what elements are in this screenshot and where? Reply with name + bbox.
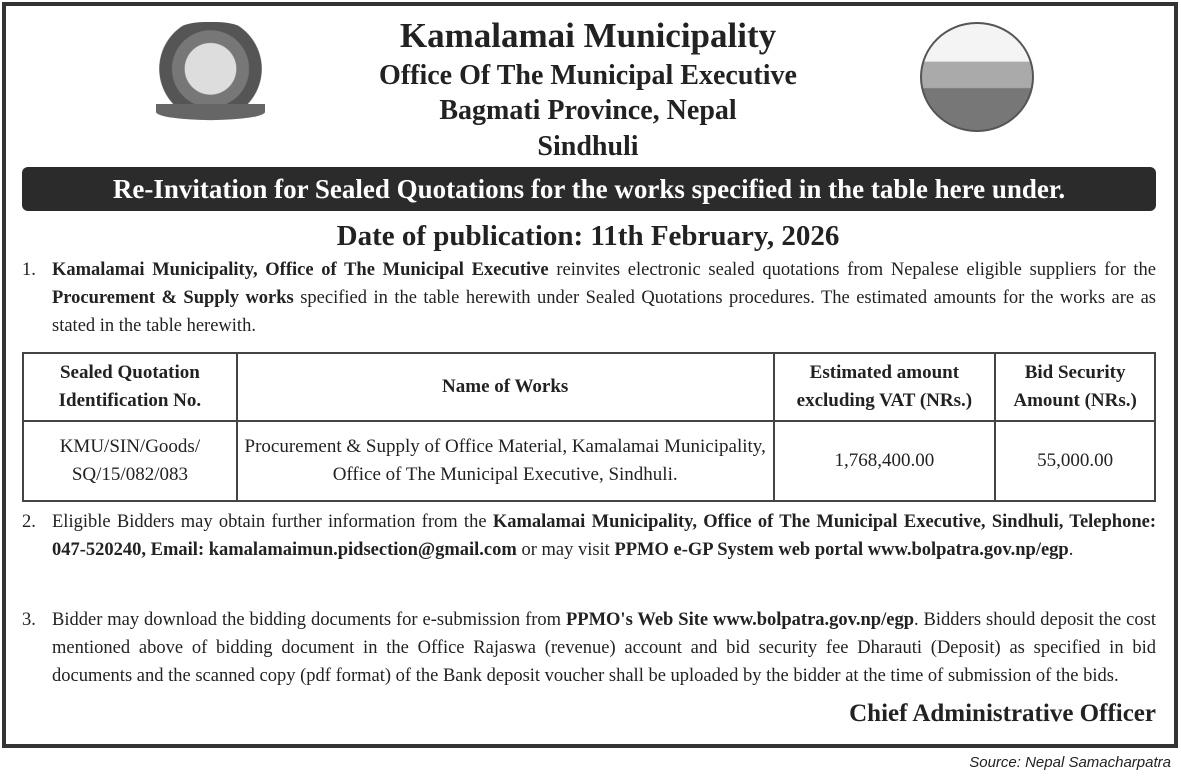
text: . — [1068, 540, 1074, 560]
bold-text: Kamalamai Municipality, Office of The Municipal Executive — [52, 260, 549, 280]
signature-title: Chief Administrative Officer — [849, 700, 1156, 727]
district-name: Sindhuli — [537, 131, 639, 162]
text: specified in the table herewith under Sealed Quotations procedures. The estimated amounts for the works are as stated in the table herewith. — [52, 288, 1156, 336]
bid-security: 55,000.00 — [995, 421, 1155, 501]
table-row — [23, 421, 1155, 501]
portal-link[interactable]: PPMO e-GP System web portal www.bolpatra.gov.np/egp — [614, 540, 1069, 560]
notice-banner: Re-Invitation for Sealed Quotations for the works specified in the table here under. — [22, 167, 1156, 211]
bold-text: Procurement & Supply works — [52, 288, 294, 308]
paragraph-2 — [22, 508, 1156, 564]
text: reinvites electronic sealed quotations from Nepalese eligible suppliers for the — [548, 260, 1156, 280]
website-link[interactable]: PPMO's Web Site www.bolpatra.gov.np/egp — [565, 610, 914, 630]
paragraph-3 — [22, 606, 1156, 690]
municipality-title: Kamalamai Municipality — [399, 16, 777, 55]
province-name: Bagmati Province, Nepal — [439, 95, 737, 126]
column-header: Name of Works — [237, 353, 774, 421]
paragraph-number: 2. — [22, 512, 36, 532]
text: . Bidders should deposit the cost mentioned above of bidding document in the Office Rajaswa (revenue) account and bid security fee Dharauti (Deposit) as specified in bid documents and the scanned copy (pdf format) of the Bank deposit voucher shall be uploaded by the bidder at the time of submission of the bids. — [52, 610, 1156, 686]
paragraph-number: 1. — [22, 260, 36, 280]
name-of-works: Procurement & Supply of Office Material, Kamalamai Municipality, Office of The Municipal Executive, Sindhuli. — [237, 421, 774, 501]
text: or may visit — [516, 540, 615, 560]
table-header-row — [23, 353, 1155, 421]
office-name: Office Of The Municipal Executive — [379, 60, 797, 91]
contact-info: Kamalamai Municipality, Office of The Municipal Executive, Sindhuli, Telephone: 047-520240, Email: kamalamaimun.pidsection@gmail.com — [52, 512, 1156, 560]
identification-no: KMU/SIN/Goods/ SQ/15/082/083 — [23, 421, 237, 501]
text: Bidder may download the bidding documents for e-submission from — [52, 610, 566, 630]
estimated-amount: 1,768,400.00 — [774, 421, 996, 501]
column-header: Estimated amount excluding VAT (NRs.) — [774, 353, 996, 421]
source-credit: Source: Nepal Samacharpatra — [969, 754, 1171, 771]
paragraph-number: 3. — [22, 610, 36, 630]
column-header: Bid Security Amount (NRs.) — [995, 353, 1155, 421]
text: Eligible Bidders may obtain further information from the — [52, 512, 493, 532]
column-header: Sealed Quotation Identification No. — [23, 353, 237, 421]
works-table — [22, 352, 1156, 502]
publication-date: Date of publication: 11th February, 2026 — [336, 220, 840, 252]
paragraph-1 — [22, 256, 1156, 340]
